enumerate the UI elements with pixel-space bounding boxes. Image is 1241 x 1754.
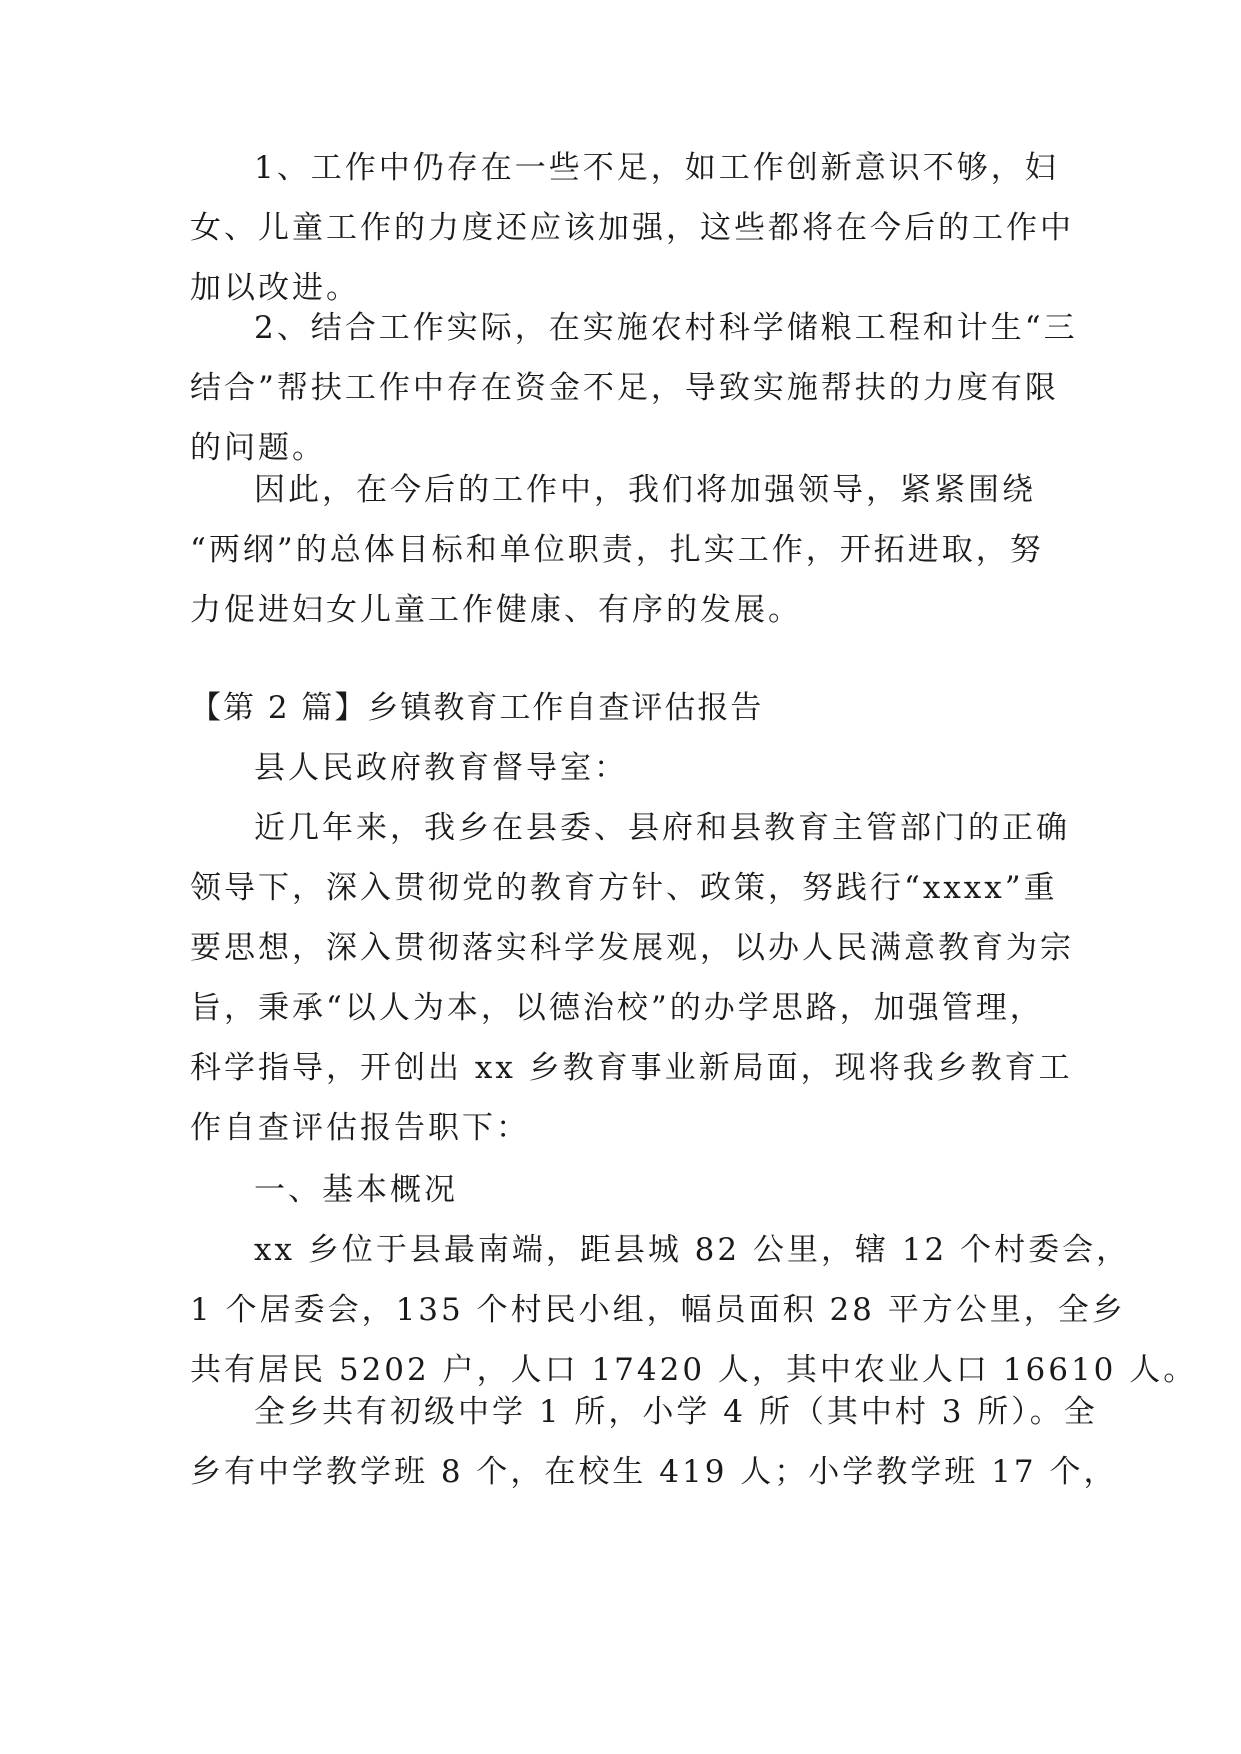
text-line: 近几年来，我乡在县委、县府和县教育主管部门的正确 — [254, 810, 1070, 846]
text-line: 全乡共有初级中学 1 所，小学 4 所（其中村 3 所）。全 — [254, 1394, 1098, 1430]
overview-paragraph — [190, 1220, 1198, 1400]
text-line: 共有居民 5202 户，人口 17420 人，其中农业人口 16610 人。 — [190, 1352, 1198, 1388]
text-line: 1 个居委会，135 个村民小组，幅员面积 28 平方公里，全乡 — [190, 1292, 1126, 1328]
text-line: 2、结合工作实际，在实施农村科学储粮工程和计生“三 — [254, 310, 1078, 346]
text-line: xx 乡位于县最南端，距县城 82 公里，辖 12 个村委会， — [254, 1232, 1131, 1268]
text-line: 科学指导，开创出 xx 乡教育事业新局面，现将我乡教育工 — [190, 1050, 1073, 1086]
text-line: 作自查评估报告职下： — [190, 1110, 530, 1146]
text-line: 领导下，深入贯彻党的教育方针、政策，努践行“xxxx”重 — [190, 870, 1058, 906]
text-line: 加以改进。 — [190, 270, 360, 306]
section-title-text: 【第 2 篇】乡镇教育工作自查评估报告 — [190, 690, 764, 726]
text-line: 女、儿童工作的力度还应该加强，这些都将在今后的工作中 — [190, 210, 1074, 246]
text-line: 力促进妇女儿童工作健康、有序的发展。 — [190, 592, 802, 628]
salutation — [190, 738, 1060, 798]
heading-text: 一、基本概况 — [254, 1172, 458, 1208]
text-line: 旨，秉承“以人为本，以德治校”的办学思路，加强管理， — [190, 990, 1044, 1026]
text-line: 1、工作中仍存在一些不足，如工作创新意识不够，妇 — [254, 150, 1059, 186]
paragraph-2 — [190, 298, 1078, 478]
text-line: 结合”帮扶工作中存在资金不足，导致实施帮扶的力度有限 — [190, 370, 1059, 406]
heading-basic-overview — [190, 1160, 1060, 1220]
text-line: 要思想，深入贯彻落实科学发展观，以办人民满意教育为宗 — [190, 930, 1074, 966]
schools-paragraph — [190, 1382, 1118, 1502]
text-line: 乡有中学教学班 8 个，在校生 419 人；小学教学班 17 个， — [190, 1454, 1118, 1490]
text-line: 因此，在今后的工作中，我们将加强领导，紧紧围绕 — [254, 472, 1036, 508]
text-line: “两纲”的总体目标和单位职责，扎实工作，开拓进取，努 — [190, 532, 1044, 568]
section-title — [190, 678, 1060, 738]
paragraph-1 — [190, 138, 1074, 318]
text-line: 的问题。 — [190, 430, 326, 466]
intro-paragraph — [190, 798, 1074, 1158]
paragraph-3 — [190, 460, 1060, 640]
salutation-text: 县人民政府教育督导室： — [254, 750, 628, 786]
